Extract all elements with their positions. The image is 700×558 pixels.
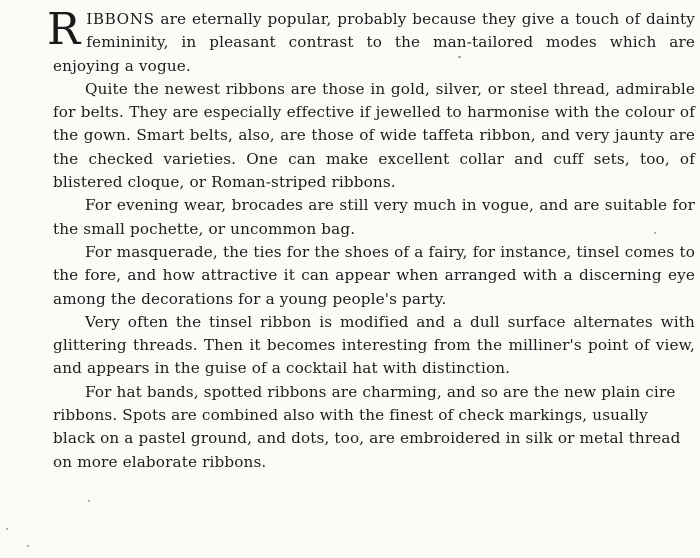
paragraph-tinsel: Very often the tinsel ribbon is modified and a dull surface alternates with glittering threads. Then it becomes interesting from the milliner's point of view, and appears in the guise of a cocktail hat with distinction.	[53, 312, 695, 378]
paragraph-intro	[47, 4, 695, 78]
paragraph-metal-ribbons: Quite the newest ribbons are those in gold, silver, or steel thread, admirable for belts. They are especially effective if jewelled to harmonise with the colour of the gown. Smart belts, also, are those of wide taffeta ribbon, and very jaunty are the checked varieties. One can make excellent collar and cuff sets, too, of blistered cloque, or Roman-striped ribbons.	[53, 79, 695, 192]
ribbons-article	[47, 4, 695, 474]
paragraph-hat-bands: For hat bands, spotted ribbons are charming, and so are the new plain cire ribbons. Spots are combined also with the finest of check markings, usually black on a pastel ground, and dots, too, are embroidered in silk or metal thread on more elaborate ribbons.	[53, 382, 681, 471]
intro-caps: IBBONS	[86, 10, 155, 28]
intro-text: are eternally popular, probably because they give a touch of dainty femininity, in pleasant contrast to the man-tailored modes which are enjoying a vogue.	[53, 10, 695, 75]
print-speck	[6, 528, 8, 530]
print-speck	[458, 56, 461, 58]
paragraph-evening-wear: For evening wear, brocades are still very much in vogue, and are suitable for the small pochette, or uncommon bag.	[53, 196, 695, 238]
print-speck	[654, 232, 656, 234]
print-speck	[88, 500, 90, 502]
drop-cap: R	[47, 4, 81, 55]
print-speck	[27, 545, 29, 547]
paragraph-masquerade: For masquerade, the ties for the shoes of a fairy, for instance, tinsel comes to the fore, and how attractive it can appear when arranged with a discerning eye among the decorations for a young people's party.	[53, 242, 695, 308]
